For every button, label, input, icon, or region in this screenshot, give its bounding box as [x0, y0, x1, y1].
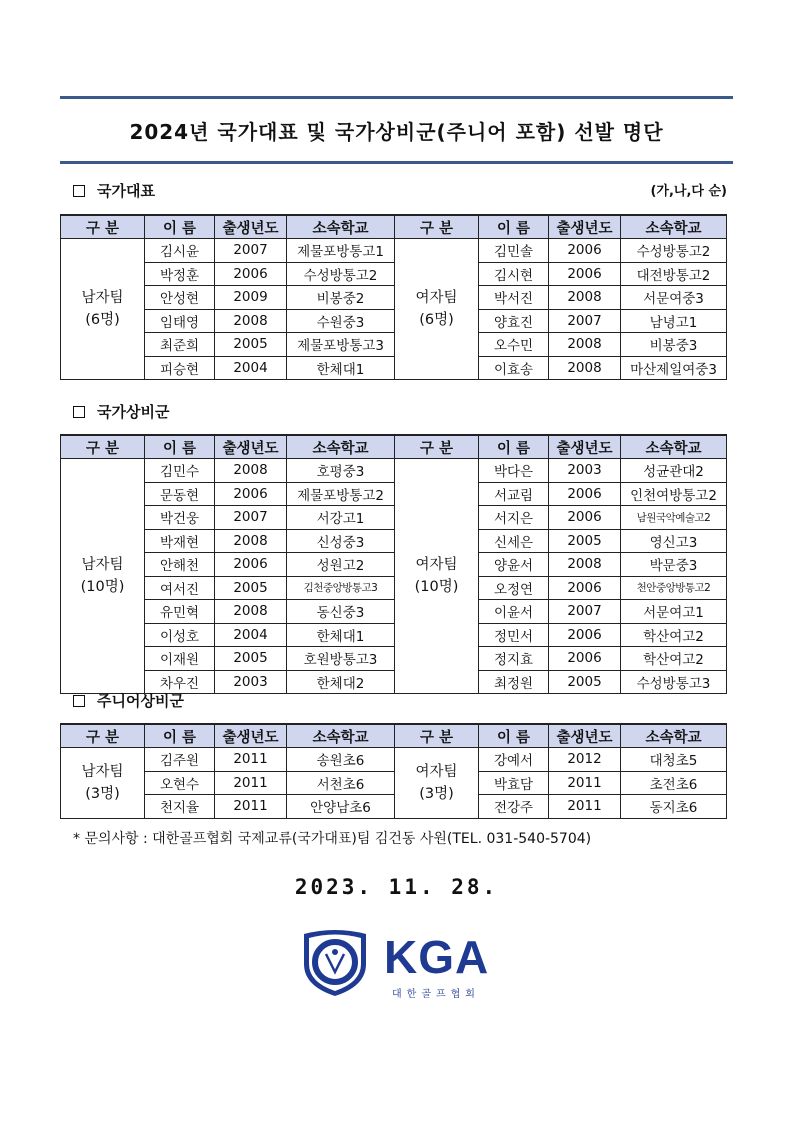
column-header: 구 분 — [395, 215, 479, 239]
school: 서천초6 — [287, 771, 395, 795]
birth-year: 2008 — [215, 529, 287, 553]
player-name: 이재원 — [145, 647, 215, 671]
school: 천안중앙방통고2 — [621, 576, 727, 600]
player-name: 김민수 — [145, 459, 215, 483]
school: 한체대1 — [287, 356, 395, 380]
group-label-women: 여자팀 (6명) — [395, 239, 479, 380]
checkbox-square-icon — [73, 695, 85, 707]
document-date: 2023. 11. 28. — [294, 875, 499, 899]
school: 제물포방통고1 — [287, 239, 395, 263]
birth-year: 2005 — [215, 647, 287, 671]
column-header: 소속학교 — [287, 215, 395, 239]
player-name: 여서진 — [145, 576, 215, 600]
school: 김천중앙방통고3 — [287, 576, 395, 600]
player-name: 박서진 — [479, 286, 549, 310]
player-name: 오현수 — [145, 771, 215, 795]
column-header: 출생년도 — [549, 435, 621, 459]
group-label-men: 남자팀 (10명) — [61, 459, 145, 694]
checkbox-square-icon — [73, 185, 85, 197]
player-name: 정민서 — [479, 623, 549, 647]
birth-year: 2005 — [215, 333, 287, 357]
column-header: 구 분 — [61, 215, 145, 239]
birth-year: 2011 — [215, 748, 287, 772]
table-row — [61, 576, 727, 600]
table-row — [61, 333, 727, 357]
school: 박문중3 — [621, 553, 727, 577]
school: 성원고2 — [287, 553, 395, 577]
player-name: 이윤서 — [479, 600, 549, 624]
column-header: 출생년도 — [549, 215, 621, 239]
player-name: 박건웅 — [145, 506, 215, 530]
school: 학산여고2 — [621, 647, 727, 671]
player-name: 이성호 — [145, 623, 215, 647]
school: 수성방통고2 — [287, 262, 395, 286]
school: 남원국악예술고2 — [621, 506, 727, 530]
school: 학산여고2 — [621, 623, 727, 647]
birth-year: 2008 — [215, 459, 287, 483]
birth-year: 2006 — [549, 506, 621, 530]
birth-year: 2008 — [549, 356, 621, 380]
school: 호평중3 — [287, 459, 395, 483]
table-row — [61, 459, 727, 483]
player-name: 임태영 — [145, 309, 215, 333]
player-name: 김민솔 — [479, 239, 549, 263]
column-header: 출생년도 — [215, 724, 287, 748]
player-name: 박효담 — [479, 771, 549, 795]
section-heading-text: 국가상비군 — [97, 403, 170, 421]
document-title-box — [60, 96, 733, 164]
column-header: 출생년도 — [215, 215, 287, 239]
school: 인천여방통고2 — [621, 482, 727, 506]
school: 마산제일여중3 — [621, 356, 727, 380]
player-name: 피승현 — [145, 356, 215, 380]
school: 한체대1 — [287, 623, 395, 647]
player-name: 신세은 — [479, 529, 549, 553]
school: 대청초5 — [621, 748, 727, 772]
column-header: 이 름 — [145, 724, 215, 748]
birth-year: 2007 — [215, 239, 287, 263]
birth-year: 2012 — [549, 748, 621, 772]
table-row — [61, 482, 727, 506]
document-title: 2024년 국가대표 및 국가상비군(주니어 포함) 선발 명단 — [129, 119, 664, 144]
player-name: 이효송 — [479, 356, 549, 380]
school: 동신중3 — [287, 600, 395, 624]
player-name: 김시현 — [479, 262, 549, 286]
birth-year: 2003 — [549, 459, 621, 483]
birth-year: 2011 — [215, 795, 287, 819]
inquiry-note: * 문의사항 : 대한골프협회 국제교류(국가대표)팀 김건동 사원(TEL. 031-540-5704) — [73, 831, 592, 847]
school: 영신고3 — [621, 529, 727, 553]
column-header: 구 분 — [395, 724, 479, 748]
section-heading-national — [73, 180, 155, 201]
column-header: 소속학교 — [621, 435, 727, 459]
section-heading-text: 국가대표 — [97, 182, 155, 200]
school: 초전초6 — [621, 771, 727, 795]
birth-year: 2005 — [549, 670, 621, 694]
section-heading-junior — [73, 690, 184, 711]
player-name: 서교림 — [479, 482, 549, 506]
school: 호원방통고3 — [287, 647, 395, 671]
group-label-women: 여자팀 (3명) — [395, 748, 479, 819]
player-name: 최준희 — [145, 333, 215, 357]
birth-year: 2009 — [215, 286, 287, 310]
birth-year: 2006 — [215, 262, 287, 286]
birth-year: 2006 — [549, 482, 621, 506]
school: 남녕고1 — [621, 309, 727, 333]
table-row — [61, 262, 727, 286]
school: 수성방통고3 — [621, 670, 727, 694]
birth-year: 2011 — [215, 771, 287, 795]
column-header: 출생년도 — [215, 435, 287, 459]
school: 대전방통고2 — [621, 262, 727, 286]
column-header: 이 름 — [479, 435, 549, 459]
birth-year: 2011 — [549, 771, 621, 795]
birth-year: 2003 — [215, 670, 287, 694]
table-row — [61, 795, 727, 819]
birth-year: 2006 — [549, 576, 621, 600]
school: 서강고1 — [287, 506, 395, 530]
column-header: 소속학교 — [287, 724, 395, 748]
column-header: 구 분 — [61, 435, 145, 459]
column-header: 이 름 — [145, 435, 215, 459]
table-row — [61, 771, 727, 795]
table-row — [61, 529, 727, 553]
school: 수성방통고2 — [621, 239, 727, 263]
player-name: 양효진 — [479, 309, 549, 333]
checkbox-square-icon — [73, 406, 85, 418]
birth-year: 2007 — [215, 506, 287, 530]
player-name: 정지효 — [479, 647, 549, 671]
table-row — [61, 286, 727, 310]
birth-year: 2006 — [549, 647, 621, 671]
column-header: 구 분 — [61, 724, 145, 748]
birth-year: 2006 — [215, 553, 287, 577]
player-name: 오수민 — [479, 333, 549, 357]
column-header: 소속학교 — [621, 724, 727, 748]
birth-year: 2008 — [215, 600, 287, 624]
column-header: 이 름 — [479, 215, 549, 239]
player-name: 박다은 — [479, 459, 549, 483]
kga-subtitle: 대한골프협회 — [392, 989, 480, 1000]
national-team-table — [60, 214, 727, 380]
birth-year: 2004 — [215, 623, 287, 647]
school: 동지초6 — [621, 795, 727, 819]
school: 송원초6 — [287, 748, 395, 772]
birth-year: 2006 — [549, 239, 621, 263]
table-row — [61, 356, 727, 380]
group-label-men: 남자팀 (6명) — [61, 239, 145, 380]
group-label-men: 남자팀 (3명) — [61, 748, 145, 819]
school: 서문여중3 — [621, 286, 727, 310]
player-name: 최정원 — [479, 670, 549, 694]
birth-year: 2005 — [215, 576, 287, 600]
player-name: 전강주 — [479, 795, 549, 819]
birth-year: 2006 — [549, 262, 621, 286]
column-header: 구 분 — [395, 435, 479, 459]
player-name: 유민혁 — [145, 600, 215, 624]
column-header: 이 름 — [479, 724, 549, 748]
column-header: 소속학교 — [621, 215, 727, 239]
junior-team-table — [60, 723, 727, 819]
player-name: 서지은 — [479, 506, 549, 530]
birth-year: 2007 — [549, 600, 621, 624]
player-name: 양윤서 — [479, 553, 549, 577]
school: 비봉중2 — [287, 286, 395, 310]
school: 제물포방통고2 — [287, 482, 395, 506]
order-note: (가,나,다 순) — [650, 184, 727, 199]
column-header: 이 름 — [145, 215, 215, 239]
group-label-women: 여자팀 (10명) — [395, 459, 479, 694]
table-row — [61, 600, 727, 624]
kga-shield-icon — [304, 930, 366, 996]
birth-year: 2007 — [549, 309, 621, 333]
school: 비봉중3 — [621, 333, 727, 357]
table-row — [61, 748, 727, 772]
birth-year: 2006 — [549, 623, 621, 647]
player-name: 안해천 — [145, 553, 215, 577]
player-name: 강예서 — [479, 748, 549, 772]
table-row — [61, 239, 727, 263]
school: 안양남초6 — [287, 795, 395, 819]
birth-year: 2011 — [549, 795, 621, 819]
player-name: 천지율 — [145, 795, 215, 819]
table-row — [61, 506, 727, 530]
kga-wordmark: KGA — [384, 931, 490, 983]
birth-year: 2008 — [549, 286, 621, 310]
player-name: 오정연 — [479, 576, 549, 600]
school: 제물포방통고3 — [287, 333, 395, 357]
player-name: 차우진 — [145, 670, 215, 694]
player-name: 박정훈 — [145, 262, 215, 286]
section-heading-text: 주니어상비군 — [97, 692, 184, 710]
school: 성균관대2 — [621, 459, 727, 483]
column-header: 출생년도 — [549, 724, 621, 748]
reserve-team-table — [60, 434, 727, 694]
section-heading-reserve — [73, 401, 169, 422]
player-name: 안성현 — [145, 286, 215, 310]
table-row — [61, 647, 727, 671]
birth-year: 2008 — [549, 553, 621, 577]
table-row — [61, 623, 727, 647]
school: 서문여고1 — [621, 600, 727, 624]
player-name: 문동현 — [145, 482, 215, 506]
school: 신성중3 — [287, 529, 395, 553]
player-name: 박재현 — [145, 529, 215, 553]
birth-year: 2008 — [215, 309, 287, 333]
birth-year: 2008 — [549, 333, 621, 357]
school: 수원중3 — [287, 309, 395, 333]
column-header: 소속학교 — [287, 435, 395, 459]
player-name: 김주원 — [145, 748, 215, 772]
player-name: 김시윤 — [145, 239, 215, 263]
birth-year: 2004 — [215, 356, 287, 380]
birth-year: 2005 — [549, 529, 621, 553]
table-row — [61, 309, 727, 333]
birth-year: 2006 — [215, 482, 287, 506]
table-row — [61, 553, 727, 577]
school: 한체대2 — [287, 670, 395, 694]
